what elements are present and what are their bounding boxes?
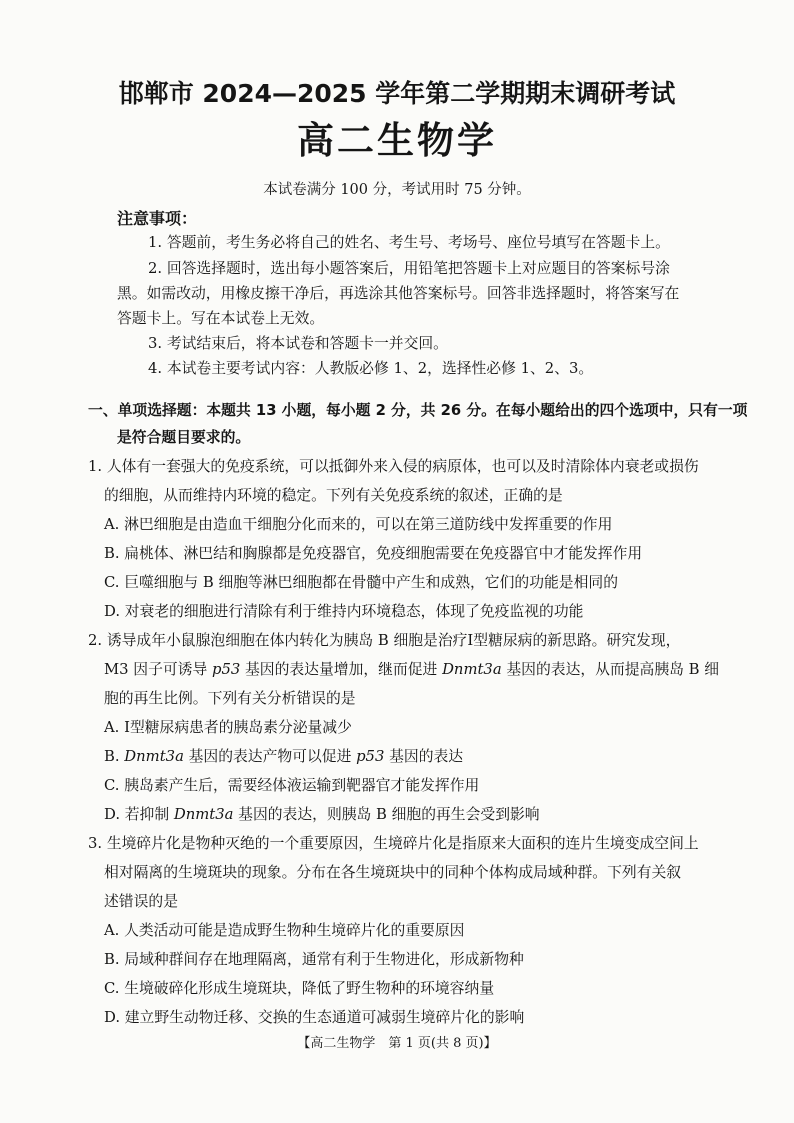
q2-option-b-post: 基因的表达 (384, 748, 464, 765)
q1-option-a: A. 淋巴细胞是由造血干细胞分化而来的，可以在第三道防线中发挥重要的作用 (104, 516, 613, 533)
q2-option-d (104, 803, 540, 824)
q1-option-c: C. 巨噬细胞与 B 细胞等淋巴细胞都在骨髓中产生和成熟，它们的功能是相同的 (104, 574, 618, 591)
section-heading-line-2: 是符合题目要求的。 (117, 429, 251, 446)
q2-option-b-label: B. (104, 748, 125, 765)
notice-item-2-line-1: 2. 回答选择题时，选出每小题答案后，用铅笔把答题卡上对应题目的答案标号涂 (148, 260, 670, 277)
q2-stem-line-2-part-c: 基因的表达，从而提高胰岛 B 细 (501, 661, 720, 678)
q2-option-b (104, 745, 463, 766)
q2-stem-line-1: 2. 诱导成年小鼠腺泡细胞在体内转化为胰岛 B 细胞是治疗Ⅰ型糖尿病的新思路。研究发现， (88, 632, 681, 649)
q3-stem-line-3: 述错误的是 (104, 893, 178, 910)
q3-option-d: D. 建立野生动物迁移、交换的生态通道可减弱生境碎片化的影响 (104, 1009, 525, 1026)
q1-option-b: B. 扁桃体、淋巴结和胸腺都是免疫器官，免疫细胞需要在免疫器官中才能发挥作用 (104, 545, 643, 562)
gene-name-dnmt3a: Dnmt3a (173, 806, 234, 823)
q3-option-b: B. 局域种群间存在地理隔离，通常有利于生物进化，形成新物种 (104, 951, 524, 968)
q2-option-b-mid: 基因的表达产物可以促进 (183, 748, 357, 765)
notice-heading: 注意事项： (117, 209, 198, 228)
page-footer: 【高二生物学 第 1 页(共 8 页)】 (297, 1036, 497, 1051)
q2-option-d-post: 基因的表达，则胰岛 B 细胞的再生会受到影响 (233, 806, 540, 823)
section-heading-line-1: 一、单项选择题：本题共 13 小题，每小题 2 分，共 26 分。在每小题给出的四个选项中，只有一项 (88, 402, 748, 419)
q3-stem-line-1: 3. 生境碎片化是物种灭绝的一个重要原因，生境碎片化是指原来大面积的连片生境变成空间上 (88, 835, 699, 852)
q1-stem-line-2: 的细胞，从而维持内环境的稳定。下列有关免疫系统的叙述，正确的是 (104, 487, 563, 504)
subject-title: 高二生物学 (297, 119, 497, 162)
notice-item-4: 4. 本试卷主要考试内容：人教版必修 1、2，选择性必修 1、2、3。 (148, 360, 594, 377)
q2-option-c: C. 胰岛素产生后，需要经体液运输到靶器官才能发挥作用 (104, 777, 480, 794)
notice-item-2-line-2: 黑。如需改动，用橡皮擦干净后，再选涂其他答案标号。回答非选择题时，将答案写在 (117, 285, 680, 302)
gene-name-dnmt3a: Dnmt3a (124, 748, 184, 765)
q3-option-c: C. 生境破碎化形成生境斑块，降低了野生物种的环境容纳量 (104, 980, 495, 997)
q2-stem-line-3: 胞的再生比例。下列有关分析错误的是 (104, 690, 356, 707)
q2-stem-line-2-part-a: M3 因子可诱导 (104, 661, 212, 678)
notice-item-1: 1. 答题前，考生务必将自己的姓名、考生号、考场号、座位号填写在答题卡上。 (148, 234, 670, 251)
q2-option-a: A. Ⅰ型糖尿病患者的胰岛素分泌量减少 (104, 719, 352, 736)
q2-option-d-pre: D. 若抑制 (104, 806, 174, 823)
gene-name-p53: p53 (356, 748, 385, 765)
gene-name-p53: p53 (211, 661, 241, 678)
q1-option-d: D. 对衰老的细胞进行清除有利于维持内环境稳态，体现了免疫监视的功能 (104, 603, 584, 620)
notice-item-2-line-3: 答题卡上。写在本试卷上无效。 (117, 310, 325, 327)
q3-stem-line-2: 相对隔离的生境斑块的现象。分布在各生境斑块中的同种个体构成局域种群。下列有关叙 (104, 864, 682, 881)
q2-stem-line-2-part-b: 基因的表达量增加，继而促进 (240, 661, 443, 678)
gene-name-dnmt3a: Dnmt3a (442, 661, 502, 678)
q2-stem-line-2 (104, 658, 719, 679)
exam-info: 本试卷满分 100 分，考试用时 75 分钟。 (263, 182, 531, 198)
q1-stem-line-1: 1. 人体有一套强大的免疫系统，可以抵御外来入侵的病原体，也可以及时清除体内衰老或损伤 (88, 458, 699, 475)
notice-item-3: 3. 考试结束后，将本试卷和答题卡一并交回。 (148, 335, 448, 352)
q3-option-a: A. 人类活动可能是造成野生物种生境碎片化的重要原因 (104, 922, 465, 939)
exam-title: 邯郸市 2024—2025 学年第二学期期末调研考试 (118, 79, 676, 108)
